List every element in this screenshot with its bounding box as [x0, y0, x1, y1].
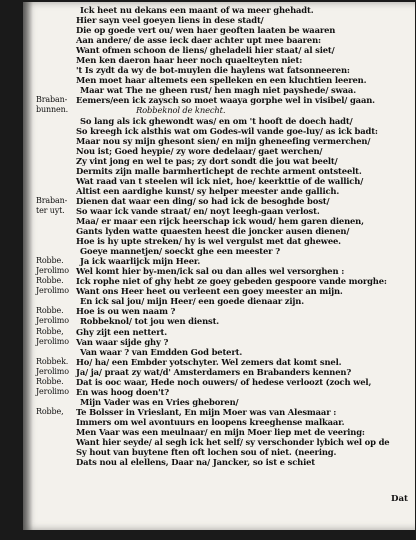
- line-text: Men moet haar altemets een spelleken en een kluchtien leeren.: [76, 75, 367, 86]
- text-line: [36, 105, 412, 115]
- text-line: [36, 457, 412, 467]
- text-line: [36, 206, 412, 216]
- line-text: Dienen dat waar een ding/ so had ick de besoghde bost/: [76, 195, 330, 206]
- line-text: Hier sayn veel goeyen liens in dese stadt/: [76, 15, 264, 26]
- speaker-label: Robbe.: [36, 376, 64, 386]
- line-text: Immers om wel avontuurs en loopens kreeghense malkaar.: [76, 416, 345, 427]
- text-line: [36, 196, 412, 206]
- text-line: [36, 15, 412, 25]
- speaker-label: bunnen.: [36, 105, 68, 115]
- text-line: [36, 387, 412, 397]
- line-text: Want ons Heer heet ou verleent een goey meester an mijn.: [76, 286, 343, 297]
- line-text: Nou ist; Goed heypie/ zy wore dedelaar/ gaet werchen/: [76, 145, 323, 156]
- line-text: Maar nou sy mijn ghesont sien/ en mijn gheneefing vermerchen/: [76, 135, 371, 146]
- speaker-label: Jerolimo: [36, 386, 69, 396]
- text-line: [36, 357, 412, 367]
- text-line: [36, 126, 412, 136]
- line-text: Te Bolsser in Vrieslant, En mijn Moer was van Alesmaar :: [76, 406, 337, 417]
- text-line: [36, 75, 412, 85]
- text-line: [36, 447, 412, 457]
- line-text: Zy vint jong en wel te pas; zy dort sondt die jou wat beelt/: [76, 155, 338, 166]
- speaker-label: Jerolimo: [36, 266, 69, 276]
- text-line: [36, 65, 412, 75]
- text-line: [36, 347, 412, 357]
- text-line: [36, 437, 412, 447]
- line-text: Ja/ ja/ praat zy wat/d' Amsterdamers en Brabanders kennen?: [76, 366, 352, 377]
- speaker-label: Robbe.: [36, 256, 64, 266]
- line-text: Mijn Vader was en Vries gheboren/: [80, 396, 239, 407]
- line-text: So waar ick vande straat/ en/ noyt leegh-gaan verlost.: [76, 205, 320, 216]
- text-line: [36, 337, 412, 347]
- line-text: Dermits zijn malle barmhertichept de rechte arment ontsteelt.: [76, 165, 362, 176]
- text-line: [36, 236, 412, 246]
- line-text: Hoe is ou wen naam ?: [76, 306, 176, 317]
- text-line: [36, 186, 412, 196]
- speaker-label: Robbek.: [36, 356, 69, 366]
- text-line: [36, 276, 412, 286]
- line-text: Die op goede vert ou/ wen haer geoften laaten be waaren: [76, 25, 336, 36]
- line-text: Ick heet nu dekans een maant of wa meer ghehadt.: [80, 5, 314, 15]
- line-text: Dats nou al elellens, Daar na/ Jancker, so ist e schiet: [76, 457, 316, 468]
- line-text: Altist een aardighe kunst/ sy helper meester ande gallich.: [76, 185, 340, 196]
- line-text: Wel komt hier by-men/ick sal ou dan alles wel versorghen :: [76, 266, 345, 277]
- line-text: En was hoog doen't?: [76, 386, 170, 397]
- text-line: [36, 176, 412, 186]
- text-line: [36, 25, 412, 35]
- speaker-label: Robbe.: [36, 276, 64, 286]
- line-text: So kreegh ick alsthis wat om Godes-wil vande goe-luy/ as ick badt:: [76, 125, 378, 136]
- text-line: [36, 116, 412, 126]
- line-text: Want hier seyde/ al segh ick het self/ sy verschonder lybich wel op de: [76, 437, 390, 448]
- text-line: [36, 377, 412, 387]
- text-line: [36, 306, 412, 316]
- line-text: Eemers/een ick zaysch so moet waaya gorphe wel in visibel/ gaan.: [76, 95, 375, 106]
- text-line: [36, 316, 412, 326]
- speaker-label: Jerolimo: [36, 316, 69, 326]
- line-text: Robbeknol de knecht.: [136, 105, 226, 116]
- text-line: [36, 296, 412, 306]
- line-text: Sy hout van buytene ften oft lochen sou of niet. (neering.: [76, 447, 337, 458]
- text-line: [36, 95, 412, 105]
- text-line: [36, 166, 412, 176]
- line-text: Aan andere/ de asse ieck daer achter upt mee baaren:: [76, 35, 321, 46]
- text-line: [36, 427, 412, 437]
- line-text: Maar wat The ne gheen rust/ hen magh niet payshede/ swaa.: [80, 85, 356, 96]
- line-text: 't Is zydt da wy de bot-muylen die haylens wat fatsonneeren:: [76, 65, 350, 76]
- line-text: En ick sal jou/ mijn Heer/ een goede dienaar zijn.: [80, 296, 304, 307]
- text-line: [36, 156, 412, 166]
- text-line: [36, 226, 412, 236]
- line-text: Hoe is hy upte streken/ hy is wel vergulst met dat ghewee.: [76, 236, 341, 247]
- text-line: [36, 146, 412, 156]
- speaker-label: Robbe,: [36, 326, 64, 336]
- text-line: [36, 417, 412, 427]
- speaker-label: Robbe.: [36, 306, 64, 316]
- text-line: [36, 397, 412, 407]
- line-text: Maa/ er maar een rijck heerschap ick woud/ hem garen dienen,: [76, 215, 364, 226]
- text-line: [36, 367, 412, 377]
- line-text: Dat is ooc waar, Hede noch ouwers/ of hedese verloozt (zoch wel,: [76, 376, 372, 387]
- line-text: Men Vaar was een meulnaar/ en mijn Moer liep met de veering:: [76, 426, 365, 437]
- speaker-label: Jerolimo: [36, 286, 69, 296]
- speaker-label: Robbe,: [36, 406, 64, 416]
- text-line: [36, 136, 412, 146]
- line-text: Want ofmen schoon de liens/ gheladeli hier staat/ al siet/: [76, 45, 335, 56]
- text-line: [36, 246, 412, 256]
- line-text: Ick rophe niet of ghy hebt ze goey gebeden gespoore vande morghe:: [76, 276, 387, 287]
- text-line: [36, 45, 412, 55]
- line-text: Gants lyden watte quaesten heest die joncker ausen dienen/: [76, 226, 350, 237]
- speaker-label: ter uyt.: [36, 205, 65, 215]
- text-line: [36, 407, 412, 417]
- line-text: Robbeknol/ tot jou wen dienst.: [80, 316, 220, 327]
- text-block: [36, 5, 412, 467]
- text-line: [36, 256, 412, 266]
- line-text: Ho/ ha/ een Embder yotschyter. Wel zemers dat komt snel.: [76, 356, 342, 367]
- line-text: Ja ick waarlijck mijn Heer.: [80, 256, 201, 267]
- speaker-label: Braban-: [36, 95, 68, 105]
- line-text: Wat raad van t steelen wil ick niet, hoe/ keerkttie of de wallich/: [76, 175, 364, 186]
- text-line: [36, 266, 412, 276]
- text-line: [36, 327, 412, 337]
- speaker-label: Jerolimo: [36, 366, 69, 376]
- text-line: [36, 55, 412, 65]
- text-line: [36, 216, 412, 226]
- text-line: [36, 286, 412, 296]
- line-text: Men ken daeron haar heer noch quaelteyten niet:: [76, 55, 303, 66]
- line-text: Van waar ? van Emdden God betert.: [80, 346, 243, 357]
- line-text: Goeye mannetjen/ soeckt ghe een meester ?: [80, 246, 280, 257]
- speaker-label: Braban-: [36, 195, 68, 205]
- line-text: So lang als ick ghewondt was/ en om 't hooft de doech hadt/: [80, 115, 353, 126]
- text-line: [36, 5, 412, 15]
- line-text: Van waar sijde ghy ?: [76, 336, 169, 347]
- line-text: Ghy zijt een nettert.: [76, 326, 167, 337]
- speaker-label: Jerolimo: [36, 336, 69, 346]
- page-gutter: [23, 2, 33, 530]
- catchword: Dat: [391, 494, 408, 504]
- text-line: [36, 85, 412, 95]
- text-line: [36, 35, 412, 45]
